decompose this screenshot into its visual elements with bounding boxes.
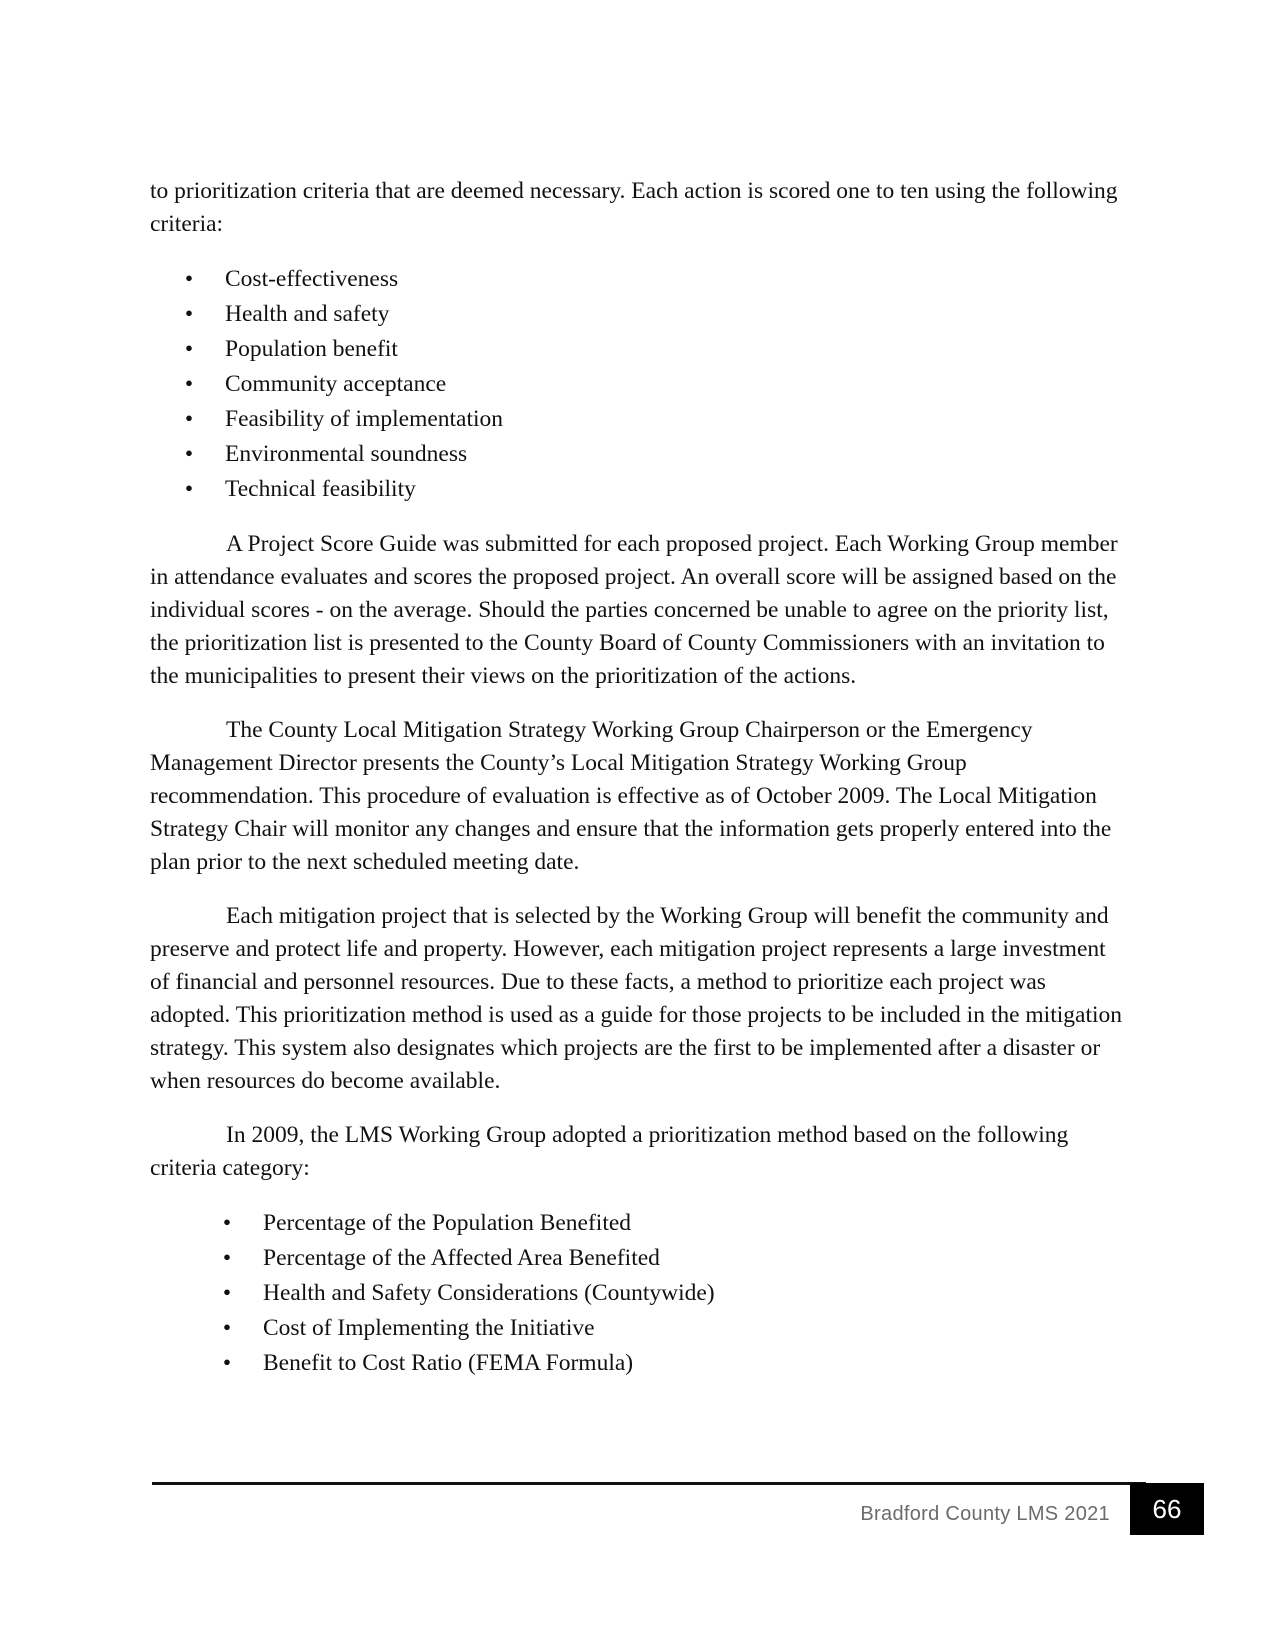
- list-item-text: Percentage of the Population Benefited: [263, 1210, 632, 1236]
- list-item: [220, 1241, 1130, 1276]
- body-paragraph: A Project Score Guide was submitted for each proposed project. Each Working Group member in attendance evaluates and scores the proposed project. An overall score will be assigned based on the individual scores - on the average. Should the parties concerned be unable to agree on the priority list, the prioritization list is presented to the County Board of County Commissioners with an invitation to the municipalities to present their views on the prioritization of the actions.: [150, 531, 1118, 689]
- list-item: [182, 402, 1130, 437]
- bullet-icon: •: [184, 441, 194, 467]
- list-item: [220, 1206, 1130, 1241]
- list-item-text: Cost of Implementing the Initiative: [263, 1315, 595, 1341]
- list-item-text: Population benefit: [225, 336, 398, 362]
- document-body: [150, 175, 1130, 1381]
- list-item: [220, 1276, 1130, 1311]
- list-item: [220, 1346, 1130, 1381]
- scoring-criteria-list: [182, 262, 1130, 507]
- body-paragraph: Each mitigation project that is selected by the Working Group will benefit the community and preserve and protect life and property. However, each mitigation project represents a large investment of financial and personnel resources. Due to these facts, a method to prioritize each project was adopted. This prioritization method is used as a guide for those projects to be included in the mitigation strategy. This system also designates which projects are the first to be implemented after a disaster or when resources do become available.: [150, 903, 1123, 1094]
- bullet-icon: •: [184, 301, 194, 327]
- footer-title: Bradford County LMS 2021: [860, 1503, 1110, 1525]
- list-item: [182, 297, 1130, 332]
- list-item: [182, 472, 1130, 507]
- list-item-text: Community acceptance: [225, 371, 447, 397]
- list-item-text: Cost-effectiveness: [225, 266, 399, 292]
- list-item: [182, 367, 1130, 402]
- list-item: [182, 437, 1130, 472]
- body-paragraph: In 2009, the LMS Working Group adopted a prioritization method based on the following criteria category:: [150, 1122, 1069, 1181]
- list-item-text: Percentage of the Affected Area Benefited: [263, 1245, 660, 1271]
- bullet-icon: •: [184, 336, 194, 362]
- prioritization-category-list: [220, 1206, 1130, 1381]
- bullet-icon: •: [222, 1315, 232, 1341]
- bullet-icon: •: [184, 371, 194, 397]
- list-item-text: Health and Safety Considerations (Countywide): [263, 1280, 715, 1306]
- bullet-icon: •: [184, 406, 194, 432]
- body-paragraph: The County Local Mitigation Strategy Working Group Chairperson or the Emergency Management Director presents the County’s Local Mitigation Strategy Working Group recommendation. This procedure of evaluation is effective as of October 2009. The Local Mitigation Strategy Chair will monitor any changes and ensure that the information gets properly entered into the plan prior to the next scheduled meeting date.: [150, 717, 1112, 875]
- list-item: [182, 332, 1130, 367]
- page-number: 66: [1130, 1483, 1204, 1535]
- list-item: [182, 262, 1130, 297]
- bullet-icon: •: [184, 266, 194, 292]
- bullet-icon: •: [222, 1245, 232, 1271]
- list-item-text: Health and safety: [225, 301, 390, 327]
- list-item-text: Benefit to Cost Ratio (FEMA Formula): [263, 1350, 634, 1376]
- bullet-icon: •: [222, 1280, 232, 1306]
- list-item-text: Environmental soundness: [225, 441, 468, 467]
- list-item: [220, 1311, 1130, 1346]
- bullet-icon: •: [184, 476, 194, 502]
- list-item-text: Technical feasibility: [225, 476, 416, 502]
- bullet-icon: •: [222, 1350, 232, 1376]
- list-item-text: Feasibility of implementation: [225, 406, 504, 432]
- intro-paragraph: to prioritization criteria that are deemed necessary. Each action is scored one to ten using the following criteria:: [150, 178, 1118, 237]
- footer-divider: [152, 1482, 1146, 1485]
- bullet-icon: •: [222, 1210, 232, 1236]
